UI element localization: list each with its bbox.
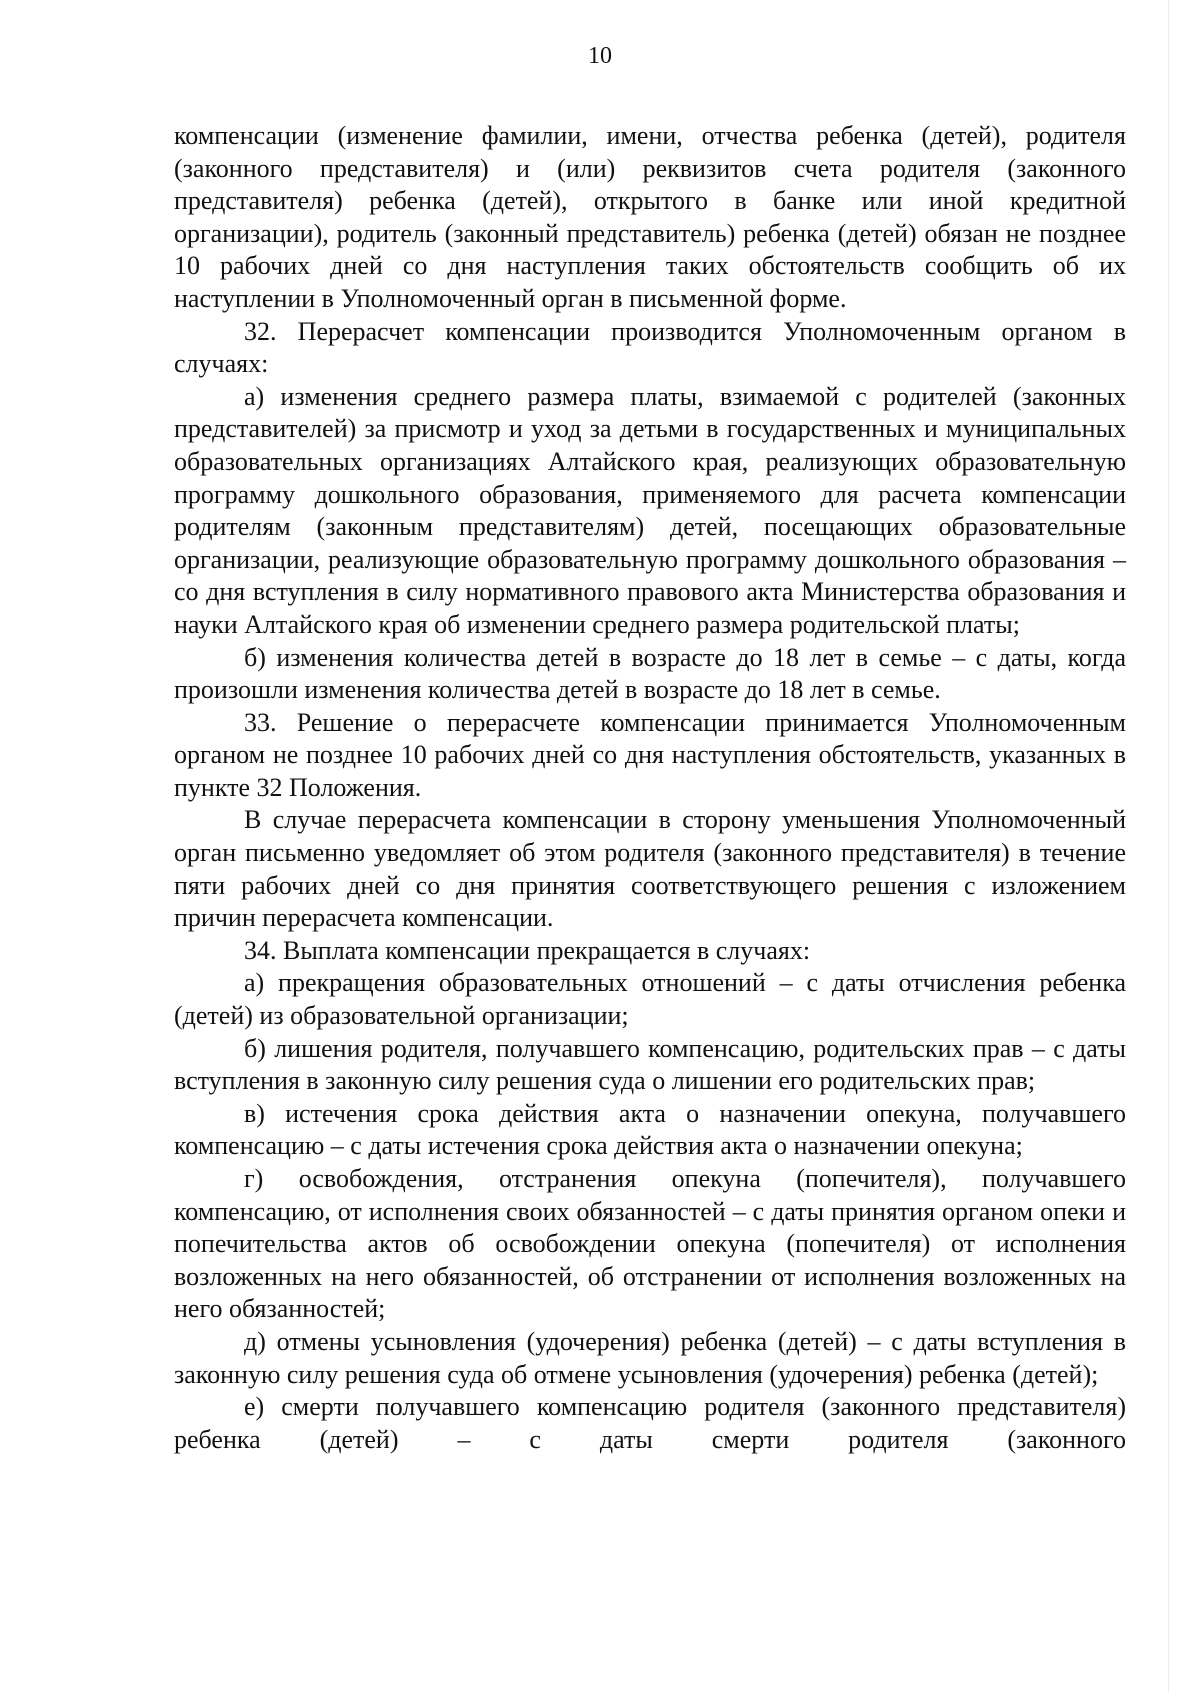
paragraph-34-a: а) прекращения образовательных отношений – с даты отчисления ребенка (детей) из образовательной организации; [174,968,1126,1031]
paragraph-34-b: б) лишения родителя, получавшего компенсацию, родительских прав – с даты вступления в законную силу решения суда о лишении его родительских прав; [174,1033,1126,1096]
paragraph-32-b: б) изменения количества детей в возрасте до 18 лет в семье – с даты, когда произошли изменения количества детей в возрасте до 18 лет в семье. [174,642,1126,705]
paragraph-continuation: компенсации (изменение фамилии, имени, отчества ребенка (детей), родителя (законного представителя) и (или) реквизитов счета родителя (законного представителя) ребенка (детей), открытого в банке или иной кредитной организации), родитель (законный представитель) ребенка (детей) обязан не позднее 10 рабочих дней со дня наступления таких обстоятельств сообщить об их наступлении в Уполномоченный орган в письменной форме. [174,121,1126,313]
paragraph-33-recalc: В случае перерасчета компенсации в сторону уменьшения Уполномоченный орган письменно уведомляет об этом родителя (законного представителя) в течение пяти рабочих дней со дня принятия соответствующего решения с изложением причин перерасчета компенсации. [174,805,1126,933]
paragraph-34: 34. Выплата компенсации прекращается в случаях: [244,935,811,965]
paragraph-32-a: а) изменения среднего размера платы, взимаемой с родителей (законных представителей) за присмотр и уход за детьми в государственных и муниципальных образовательных организациях Алтайского края, реализующих образовательную программу дошкольного образования, применяемого для расчета компенсации родителям (законным представителям) детей, посещающих образовательные организации, реализующие образовательную программу дошкольного образования – со дня вступления в силу нормативного правового акта Министерства образования и науки Алтайского края об изменении среднего размера родительской платы; [174,381,1126,639]
page-number: 10 [588,43,612,69]
scan-edge-line [1168,0,1169,1692]
paragraph-34-g: г) освобождения, отстранения опекуна (попечителя), получавшего компенсацию, от исполнения своих обязанностей – с даты принятия органом опеки и попечительства актов об освобождении опекуна (попечителя) от исполнения возложенных на него обязанностей, об отстранении от исполнения возложенных на него обязанностей; [174,1164,1126,1324]
paragraph-34-v: в) истечения срока действия акта о назначении опекуна, получавшего компенсацию – с даты истечения срока действия акта о назначении опекуна; [174,1098,1126,1161]
paragraph-33: 33. Решение о перерасчете компенсации принимается Уполномоченным органом не позднее 10 рабочих дней со дня наступления обстоятельств, указанных в пункте 32 Положения. [174,707,1126,802]
paragraph-34-e: е) смерти получавшего компенсацию родителя (законного представителя) ребенка (детей) – с даты смерти родителя (законного [174,1392,1126,1454]
paragraph-34-d: д) отмены усыновления (удочерения) ребенка (детей) – с даты вступления в законную силу решения суда об отмене усыновления (удочерения) ребенка (детей); [174,1326,1126,1389]
paragraph-32: 32. Перерасчет компенсации производится Уполномоченным органом в случаях: [174,316,1126,379]
document-body [174,120,1126,1456]
